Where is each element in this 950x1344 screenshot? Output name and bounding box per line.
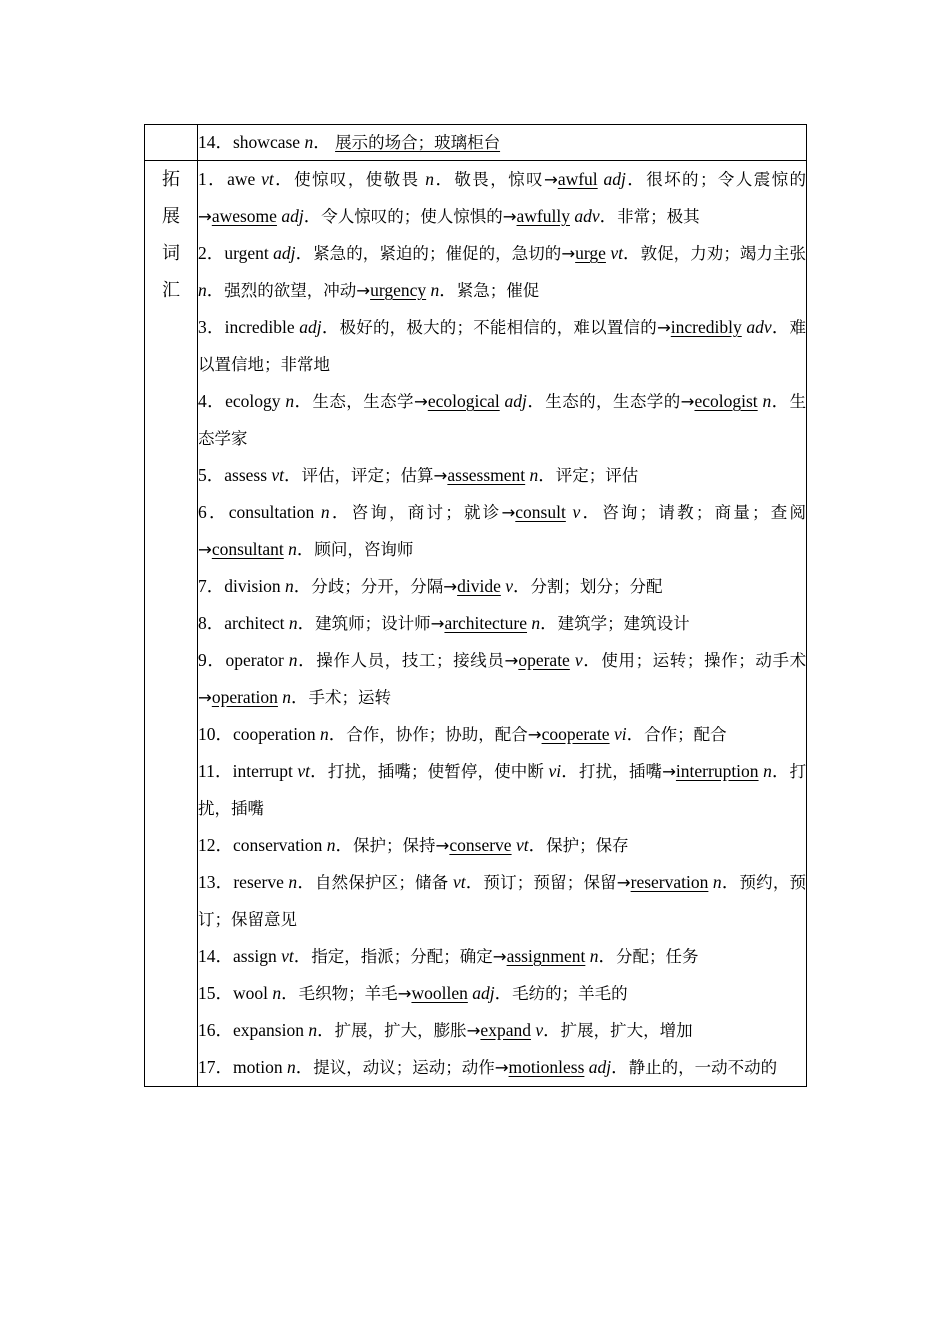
entry-definition: 紧急的，紧迫的；催促的，急切的→ <box>313 244 576 263</box>
empty-label-cell <box>145 125 198 161</box>
entry-pos: n <box>319 724 329 744</box>
entry-word: assess <box>224 465 268 485</box>
entry-pos: n <box>288 872 298 892</box>
entry-definition: 生态，生态学→ <box>312 392 428 411</box>
entry-word: conservation <box>233 835 323 855</box>
derived-definition: 分配；任务 <box>615 947 699 966</box>
derived-definition: 令人惊叹的；使人惊惧的→ <box>321 207 517 226</box>
derived-pos: vi <box>613 724 627 744</box>
derived-pos: n <box>282 687 292 707</box>
entry-number: 10． <box>198 724 233 744</box>
vocabulary-table <box>144 124 807 1087</box>
entry-pos: n <box>285 576 294 596</box>
entry-pos: adj <box>299 317 322 337</box>
entry-definition: 展示的场合；玻璃柜台 <box>335 133 501 152</box>
entry-number: 4． <box>198 391 226 411</box>
entry-pos: n <box>320 502 330 522</box>
entries-list <box>198 161 806 1086</box>
derived-pos: n <box>762 391 772 411</box>
entry-definition: 评估，评定；估算→ <box>301 466 448 485</box>
entry-definition: 分歧；分开，分隔→ <box>311 577 458 596</box>
entry-word: urgent <box>224 243 269 263</box>
derived-definition: 使用；运转；操作；动手术→ <box>198 651 807 707</box>
entry-word: cooperation <box>233 724 316 744</box>
derived-word: assessment <box>447 465 526 485</box>
derived-definition: 扩展，扩大，增加 <box>560 1021 693 1040</box>
derived-definition: 毛纺的；羊毛的 <box>512 984 628 1003</box>
derived-word: architecture <box>444 613 528 633</box>
content-cell-first <box>198 125 807 161</box>
entry-definition: 毛织物；羊毛→ <box>298 984 412 1003</box>
entry-pos: n <box>288 650 298 670</box>
derived-pos: adj <box>504 391 527 411</box>
entry-pos: n <box>308 1020 318 1040</box>
entry-number: 12． <box>198 835 233 855</box>
derived-pos: n <box>712 872 722 892</box>
derived-word: urgency <box>370 280 427 300</box>
derived-pos: adv <box>574 206 600 226</box>
derived-pos: n <box>763 761 772 781</box>
derived-definition: 预约，预订；保留意见 <box>198 873 807 929</box>
entry-word: interrupt <box>232 761 293 781</box>
vocab-entry: 8．architect n．建筑师；设计师→architecture n．建筑学；建筑设计 <box>198 613 690 633</box>
entry-number: 14． <box>198 946 233 966</box>
entry-definition: 扩展，扩大，膨胀→ <box>334 1021 481 1040</box>
vocab-entry: 15．wool n．毛织物；羊毛→woollen adj．毛纺的；羊毛的 <box>198 983 628 1003</box>
entry-definition: 保护；保持→ <box>353 836 450 855</box>
vocab-entry: 6．consultation n．咨询，商讨；就诊→consult v．咨询；请教；商量；查阅→consultant n．顾问，咨询师 <box>198 502 807 559</box>
entry-word: ecology <box>225 391 281 411</box>
derived-word: urge <box>575 243 606 263</box>
entry-word: showcase <box>233 132 301 152</box>
derived-word: incredibly <box>670 317 742 337</box>
entry-definition: 建筑师；设计师→ <box>315 614 445 633</box>
entry-definition: 打扰，插嘴；使暂停，使中断 <box>327 762 545 781</box>
derived-definition: 分割；划分；分配 <box>530 577 663 596</box>
derived-word: awfully <box>516 206 570 226</box>
derived-definition: 敦促，力劝；竭力主张 <box>640 244 807 263</box>
vocab-entry: 16．expansion n．扩展，扩大，膨胀→expand v．扩展，扩大，增加 <box>198 1020 693 1040</box>
derived-pos: n <box>529 465 539 485</box>
derived-definition: 打扰，插嘴 <box>198 762 807 818</box>
section-label-char: 展 <box>162 206 180 227</box>
derived-word: operation <box>211 687 278 707</box>
derived-definition: 静止的，一动不动的 <box>628 1058 778 1077</box>
derived-definition: 生态学家 <box>198 392 807 448</box>
entry-pos: n <box>425 169 435 189</box>
derived-definition: 很坏的；令人震惊的→ <box>198 170 807 226</box>
derived-definition: 手术；运转 <box>308 688 392 707</box>
entry-number: 8． <box>198 613 225 633</box>
entry-number: 1． <box>198 169 228 189</box>
derived-word: ecologist <box>694 391 758 411</box>
entry-word: reserve <box>233 872 284 892</box>
entry-dot: ． <box>313 132 331 152</box>
entry-pos: n <box>272 983 282 1003</box>
derived-definition: 建筑学；建筑设计 <box>557 614 690 633</box>
derived-pos: adj <box>603 169 626 189</box>
entry-number: 3． <box>198 317 225 337</box>
entry-definition: 使惊叹，使敬畏 <box>294 170 420 189</box>
entry-definition: 提议，动议；运动；动作→ <box>313 1058 509 1077</box>
vocab-entry: 11．interrupt vt．打扰，插嘴；使暂停，使中断 vi．打扰，插嘴→interruption n．打扰，插嘴 <box>198 761 807 818</box>
derived-word: woollen <box>411 983 468 1003</box>
entry-pos: vt <box>452 872 466 892</box>
derived-pos: adj <box>281 206 304 226</box>
table-row-first <box>145 125 807 161</box>
derived-definition: 保护；保存 <box>546 836 629 855</box>
entry-number: 9． <box>198 650 226 670</box>
entry-word: consultation <box>228 502 315 522</box>
entry-number: 15． <box>198 983 233 1003</box>
derived-word: assignment <box>506 946 586 966</box>
vocab-entry: 7．division n．分歧；分开，分隔→divide v．分割；划分；分配 <box>198 576 663 596</box>
derived-word: awful <box>557 169 598 189</box>
vocab-entry: 4．ecology n．生态，生态学→ecological adj．生态的，生态学的→ecologist n．生态学家 <box>198 391 807 448</box>
vocab-entry: 1．awe vt．使惊叹，使敬畏 n．敬畏，惊叹→awful adj．很坏的；令人震惊的→awesome adj．令人惊叹的；使人惊惧的→awfully adv．非常；极其 <box>198 169 807 226</box>
vocab-entry: 5．assess vt．评估，评定；估算→assessment n．评定；评估 <box>198 465 639 485</box>
entry-number: 11． <box>198 761 233 781</box>
entry-pos: vt <box>271 465 285 485</box>
entry-definition: 极好的，极大的；不能相信的，难以置信的→ <box>339 318 671 337</box>
section-label <box>145 161 197 313</box>
entry-word: operator <box>225 650 284 670</box>
derived-pos: v <box>505 576 514 596</box>
vocab-entry: 2．urgent adj．紧急的，紧迫的；催促的，急切的→urge vt．敦促，力劝；竭力主张 n．强烈的欲望，冲动→urgency n．紧急；催促 <box>198 243 807 300</box>
vocab-entry: 12．conservation n．保护；保持→conserve vt．保护；保存 <box>198 835 629 855</box>
derived-word: awesome <box>211 206 277 226</box>
derived-word: divide <box>457 576 501 596</box>
derived-word: consultant <box>211 539 284 559</box>
section-label-char: 词 <box>162 243 180 264</box>
derived-word: consult <box>515 502 566 522</box>
derived-definition: 生态的，生态学的→ <box>545 392 695 411</box>
derived-word: cooperate <box>541 724 610 744</box>
entries-cell <box>198 161 807 1087</box>
derived-word: reservation <box>630 872 709 892</box>
entry-definition: 指定，指派；分配；确定→ <box>311 947 507 966</box>
derived-word: operate <box>518 650 570 670</box>
derived-pos: n <box>288 539 297 559</box>
entry-word: awe <box>227 169 256 189</box>
derived-pos: n <box>531 613 541 633</box>
section-label-char: 汇 <box>162 280 180 301</box>
entry-definition: 合作，协作；协助，配合→ <box>346 725 542 744</box>
entry-pos: vt <box>261 169 274 189</box>
entry-definition: 打扰，插嘴→ <box>578 762 676 781</box>
entry-number: 5． <box>198 465 225 485</box>
derived-word: conserve <box>449 835 512 855</box>
derived-word: ecological <box>427 391 500 411</box>
derived-definition: 难以置信地；非常地 <box>198 318 807 374</box>
derived-pos: adj <box>472 983 495 1003</box>
entry-word: incredible <box>224 317 295 337</box>
derived-word: interruption <box>675 761 759 781</box>
derived-pos: vt <box>515 835 529 855</box>
entry-word: assign <box>233 946 277 966</box>
derived-word: expand <box>480 1020 531 1040</box>
vocab-entry: 10．cooperation n．合作，协作；协助，配合→cooperate vi．合作；配合 <box>198 724 727 744</box>
entry-pos: adj <box>273 243 296 263</box>
derived-pos: v <box>535 1020 544 1040</box>
entry-pos: n <box>288 613 298 633</box>
entry-definition: 强烈的欲望，冲动→ <box>224 281 371 300</box>
entry-definition: 咨询，商讨；就诊→ <box>351 503 516 522</box>
entry-number: 17． <box>198 1057 233 1077</box>
entry-word: architect <box>224 613 285 633</box>
entry-word: division <box>224 576 281 596</box>
entry-pos: n <box>326 835 336 855</box>
entry-word: wool <box>233 983 268 1003</box>
section-label-cell <box>145 161 198 1087</box>
entry-word: motion <box>233 1057 283 1077</box>
derived-definition: 顾问，咨询师 <box>314 540 414 559</box>
entry-definition: 自然保护区；储备 <box>315 873 449 892</box>
derived-pos: vt <box>610 243 623 263</box>
entry-definition: 操作人员，技工；接线员→ <box>316 651 519 670</box>
vocab-entry: 14．assign vt．指定，指派；分配；确定→assignment n．分配；任务 <box>198 946 699 966</box>
derived-pos: n <box>430 280 440 300</box>
derived-definition: 非常；极其 <box>617 207 700 226</box>
derived-pos: adj <box>588 1057 612 1077</box>
derived-pos: adv <box>746 317 772 337</box>
entry-pos: vt <box>281 946 294 966</box>
entry-pos: vt <box>297 761 311 781</box>
entry-pos: n <box>198 280 207 300</box>
entry-number: 13． <box>198 872 234 892</box>
entry-pos: n <box>286 1057 296 1077</box>
table-row-extended-vocab <box>145 161 807 1087</box>
vocab-entry: 9．operator n．操作人员，技工；接线员→operate v．使用；运转；操作；动手术→operation n．手术；运转 <box>198 650 807 707</box>
entry-number: 2． <box>198 243 225 263</box>
entry-word: expansion <box>233 1020 304 1040</box>
entry-number: 14． <box>198 132 233 152</box>
entry-pos: n <box>304 132 314 152</box>
entry-showcase <box>198 127 806 158</box>
entry-definition: 预订；预留；保留→ <box>483 873 631 892</box>
entry-number: 16． <box>198 1020 233 1040</box>
vocab-entry: 3．incredible adj．极好的，极大的；不能相信的，难以置信的→incredibly adv．难以置信地；非常地 <box>198 317 807 374</box>
entry-number: 7． <box>198 576 225 596</box>
derived-definition: 咨询；请教；商量；查阅→ <box>198 503 807 559</box>
entry-definition: 敬畏，惊叹→ <box>454 170 558 189</box>
derived-pos: v <box>574 650 583 670</box>
vocab-entry: 13．reserve n．自然保护区；储备 vt．预订；预留；保留→reservation n．预约，预订；保留意见 <box>198 872 807 929</box>
entry-pos: vi <box>548 761 562 781</box>
derived-definition: 评定；评估 <box>555 466 639 485</box>
section-label-char: 拓 <box>162 169 180 190</box>
derived-definition: 紧急；催促 <box>456 281 540 300</box>
derived-pos: v <box>572 502 581 522</box>
derived-definition: 合作；配合 <box>644 725 727 744</box>
derived-word: motionless <box>508 1057 585 1077</box>
entry-pos: n <box>285 391 295 411</box>
entry-number: 6． <box>198 502 229 522</box>
derived-pos: n <box>589 946 599 966</box>
vocab-entry: 17．motion n．提议，动议；运动；动作→motionless adj．静止的，一动不动的 <box>198 1057 778 1077</box>
